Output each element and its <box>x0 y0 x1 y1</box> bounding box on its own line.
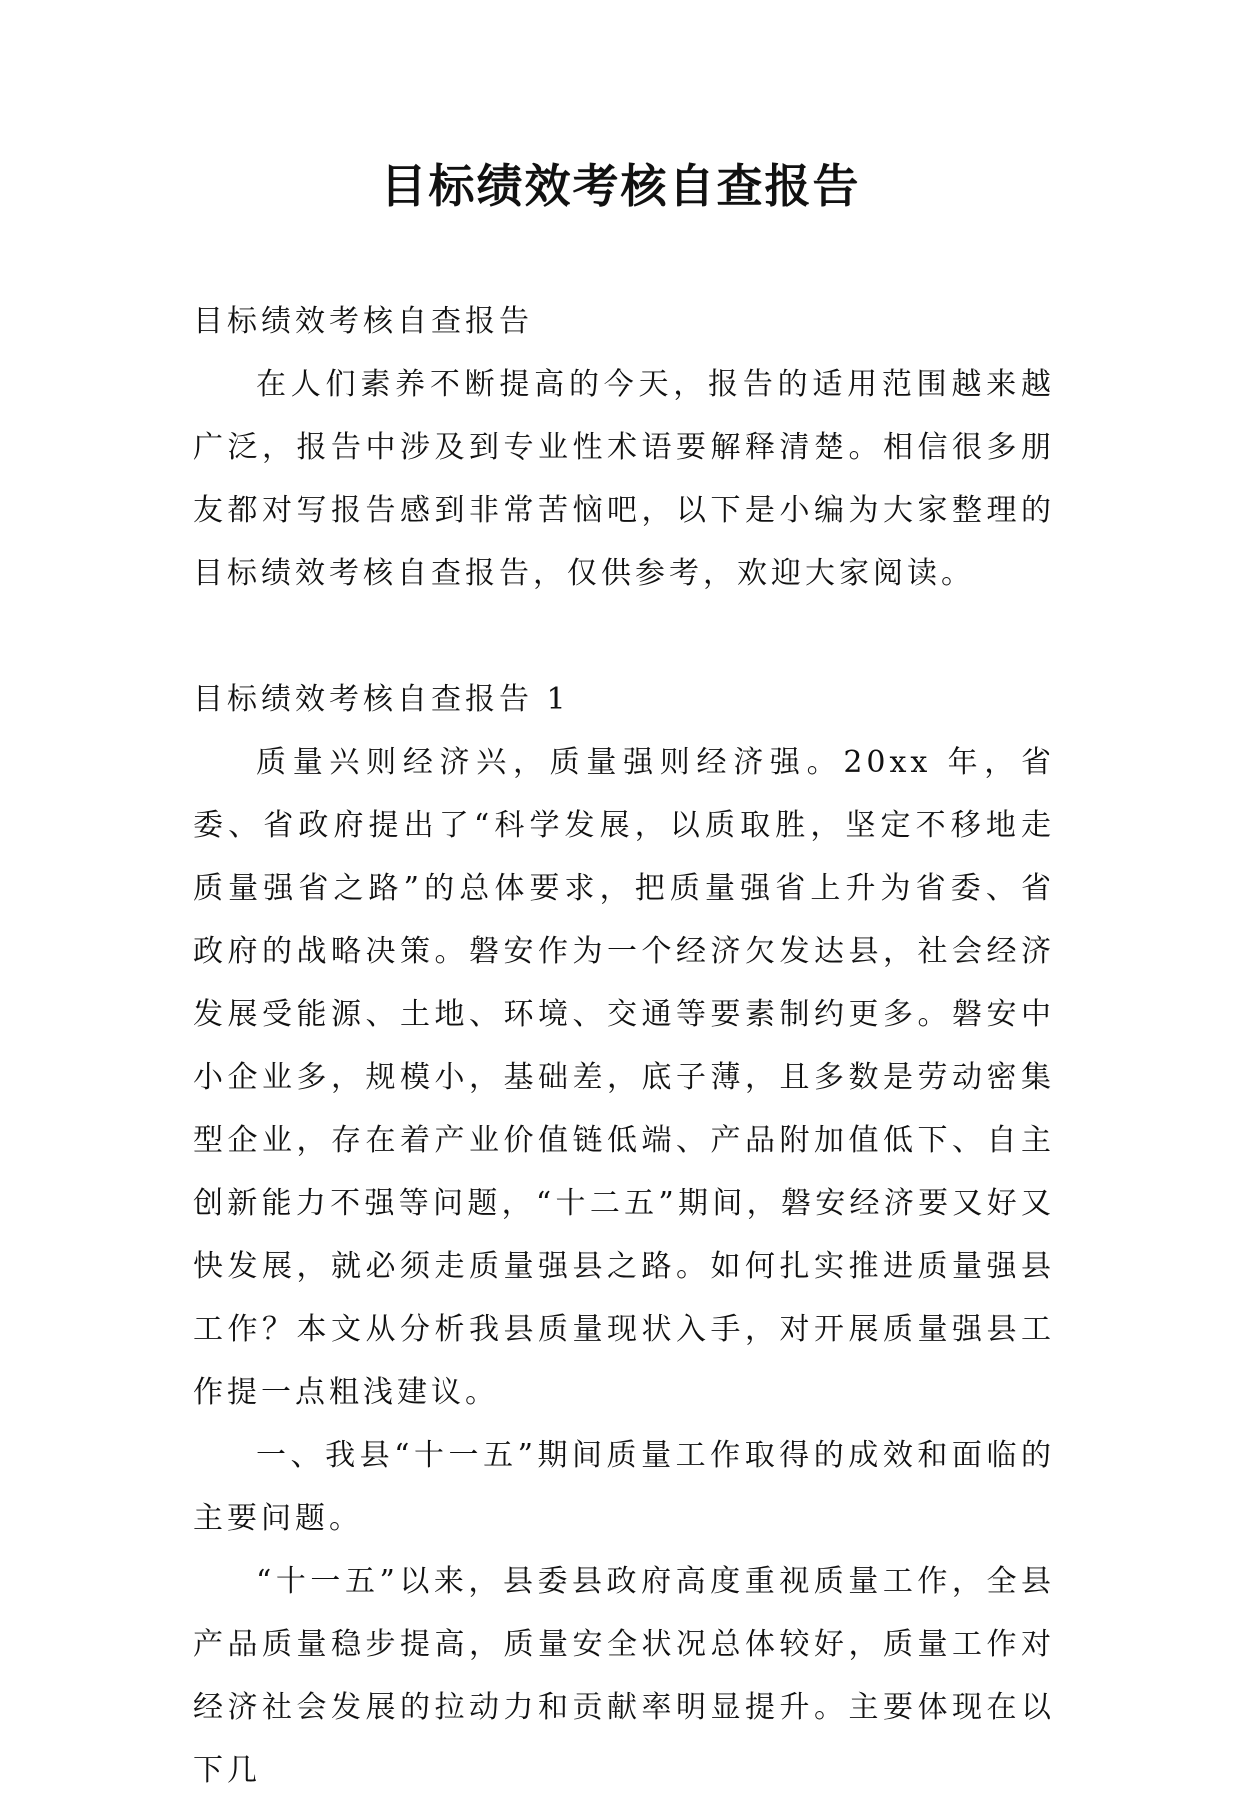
document-title: 目标绩效考核自查报告 <box>380 159 861 213</box>
body-paragraph: 质量兴则经济兴，质量强则经济强。20xx 年，省委、省政府提出了“科学发展，以质取胜，坚定不移地走质量强省之路”的总体要求，把质量强省上升为省委、省政府的战略决策。磐安作为一个经济欠发达县，社会经济发展受能源、土地、环境、交通等要素制约更多。磐安中小企业多，规模小，基础差，底子薄，且多数是劳动密集型企业，存在着产业价值链低端、产品附加值低下、自主创新能力不强等问题，“十二五”期间，磐安经济要又好又快发展，就必须走质量强县之路。如何扎实推进质量强县工作？本文从分析我县质量现状入手，对开展质量强县工作提一点粗浅建议。 <box>193 745 1055 1410</box>
body-paragraph: “十一五”以来，县委县政府高度重视质量工作，全县产品质量稳步提高，质量安全状况总体较好，质量工作对经济社会发展的拉动力和贡献率明显提升。主要体现在以下几 <box>193 1564 1055 1788</box>
section-heading: 目标绩效考核自查报告 1 <box>193 682 570 717</box>
intro-paragraph: 在人们素养不断提高的今天，报告的适用范围越来越广泛，报告中涉及到专业性术语要解释清楚。相信很多朋友都对写报告感到非常苦恼吧，以下是小编为大家整理的目标绩效考核自查报告，仅供参考，欢迎大家阅读。 <box>193 367 1055 591</box>
paragraph-spacer <box>193 605 1055 668</box>
document-subtitle: 目标绩效考核自查报告 <box>193 304 533 339</box>
document-body <box>193 290 1055 1802</box>
body-paragraph: 一、我县“十一五”期间质量工作取得的成效和面临的主要问题。 <box>193 1438 1055 1536</box>
